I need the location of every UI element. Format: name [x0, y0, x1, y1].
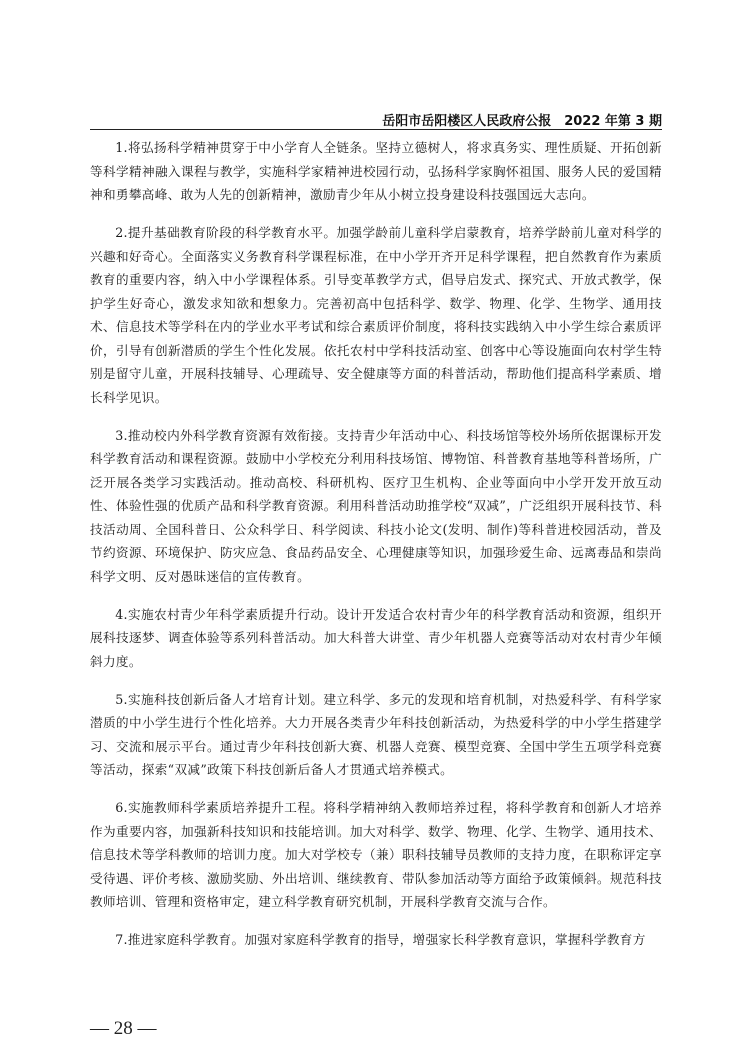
paragraph-3: 3.推动校内外科学教育资源有效衔接。支持青少年活动中心、科技场馆等校外场所依据课标开发科学教育活动和课程资源。鼓励中小学校充分利用科技场馆、博物馆、科普教育基地等科普场所，广泛开展各类学习实践活动。推动高校、科研机构、医疗卫生机构、企业等面向中小学开发开放互动性、体验性强的优质产品和科学教育资源。利用科普活动助推学校“双减”，广泛组织开展科技节、科技活动周、全国科普日、公众科学日、科学阅读、科技小论文(发明、制作)等科普进校园活动，普及节约资源、环境保护、防灾应急、食品药品安全、心理健康等知识，加强珍爱生命、远离毒品和崇尚科学文明、反对愚昧迷信的宣传教育。 [90, 427, 662, 584]
article-body [90, 136, 662, 966]
paragraph-4: 4.实施农村青少年科学素质提升行动。设计开发适合农村青少年的科学教育活动和资源，组织开展科技逐梦、调查体验等系列科普活动。加大科普大讲堂、青少年机器人竞赛等活动对农村青少年倾斜力度。 [90, 606, 662, 669]
page-number: — 28 — [90, 1018, 157, 1039]
paragraph-2: 2.提升基础教育阶段的科学教育水平。加强学龄前儿童科学启蒙教育，培养学龄前儿童对科学的兴趣和好奇心。全面落实义务教育科学课程标准，在中小学开齐开足科学课程，把自然教育作为素质教育的重要内容，纳入中小学课程体系。引导变革教学方式，倡导启发式、探究式、开放式教学，保护学生好奇心，激发求知欲和想象力。完善初高中包括科学、数学、物理、化学、生物学、通用技术、信息技术等学科在内的学业水平考试和综合素质评价制度，将科技实践纳入中小学生综合素质评价，引导有创新潜质的学生个性化发展。依托农村中学科技活动室、创客中心等设施面向农村学生特别是留守儿童，开展科技辅导、心理疏导、安全健康等方面的科普活动，帮助他们提高科学素质、增长科学见识。 [90, 225, 662, 405]
paragraph-7: 7.推进家庭科学教育。加强对家庭科学教育的指导，增强家长科学教育意识，掌握科学教育方 [115, 932, 646, 947]
header-divider [90, 129, 662, 130]
paragraph-5: 5.实施科技创新后备人才培育计划。建立科学、多元的发现和培育机制，对热爱科学、有科学家潜质的中小学生进行个性化培养。大力开展各类青少年科技创新活动，为热爱科学的中小学生搭建学习、交流和展示平台。通过青少年科技创新大赛、机器人竞赛、模型竞赛、全国中学生五项学科竞赛等活动，探索“双减”政策下科技创新后备人才贯通式培养模式。 [90, 691, 662, 777]
paragraph-6: 6.实施教师科学素质培养提升工程。将科学精神纳入教师培养过程，将科学教育和创新人才培养作为重要内容，加强新科技知识和技能培训。加大对科学、数学、物理、化学、生物学、通用技术、信息技术等学科教师的培训力度。加大对学校专（兼）职科技辅导员教师的支持力度，在职称评定享受待遇、评价考核、激励奖励、外出培训、继续教育、带队参加活动等方面给予政策倾斜。规范科技教师培训、管理和资格审定，建立科学教育研究机制，开展科学教育交流与合作。 [90, 800, 662, 909]
paragraph-1: 1.将弘扬科学精神贯穿于中小学育人全链条。坚持立德树人，将求真务实、理性质疑、开拓创新等科学精神融入课程与教学，实施科学家精神进校园行动，弘扬科学家胸怀祖国、服务人民的爱国精神和勇攀高峰、敢为人先的创新精神，激励青少年从小树立投身建设科技强国远大志向。 [90, 140, 662, 202]
bulletin-header: 岳阳市岳阳楼区人民政府公报 2022 年第 3 期 [382, 114, 662, 129]
